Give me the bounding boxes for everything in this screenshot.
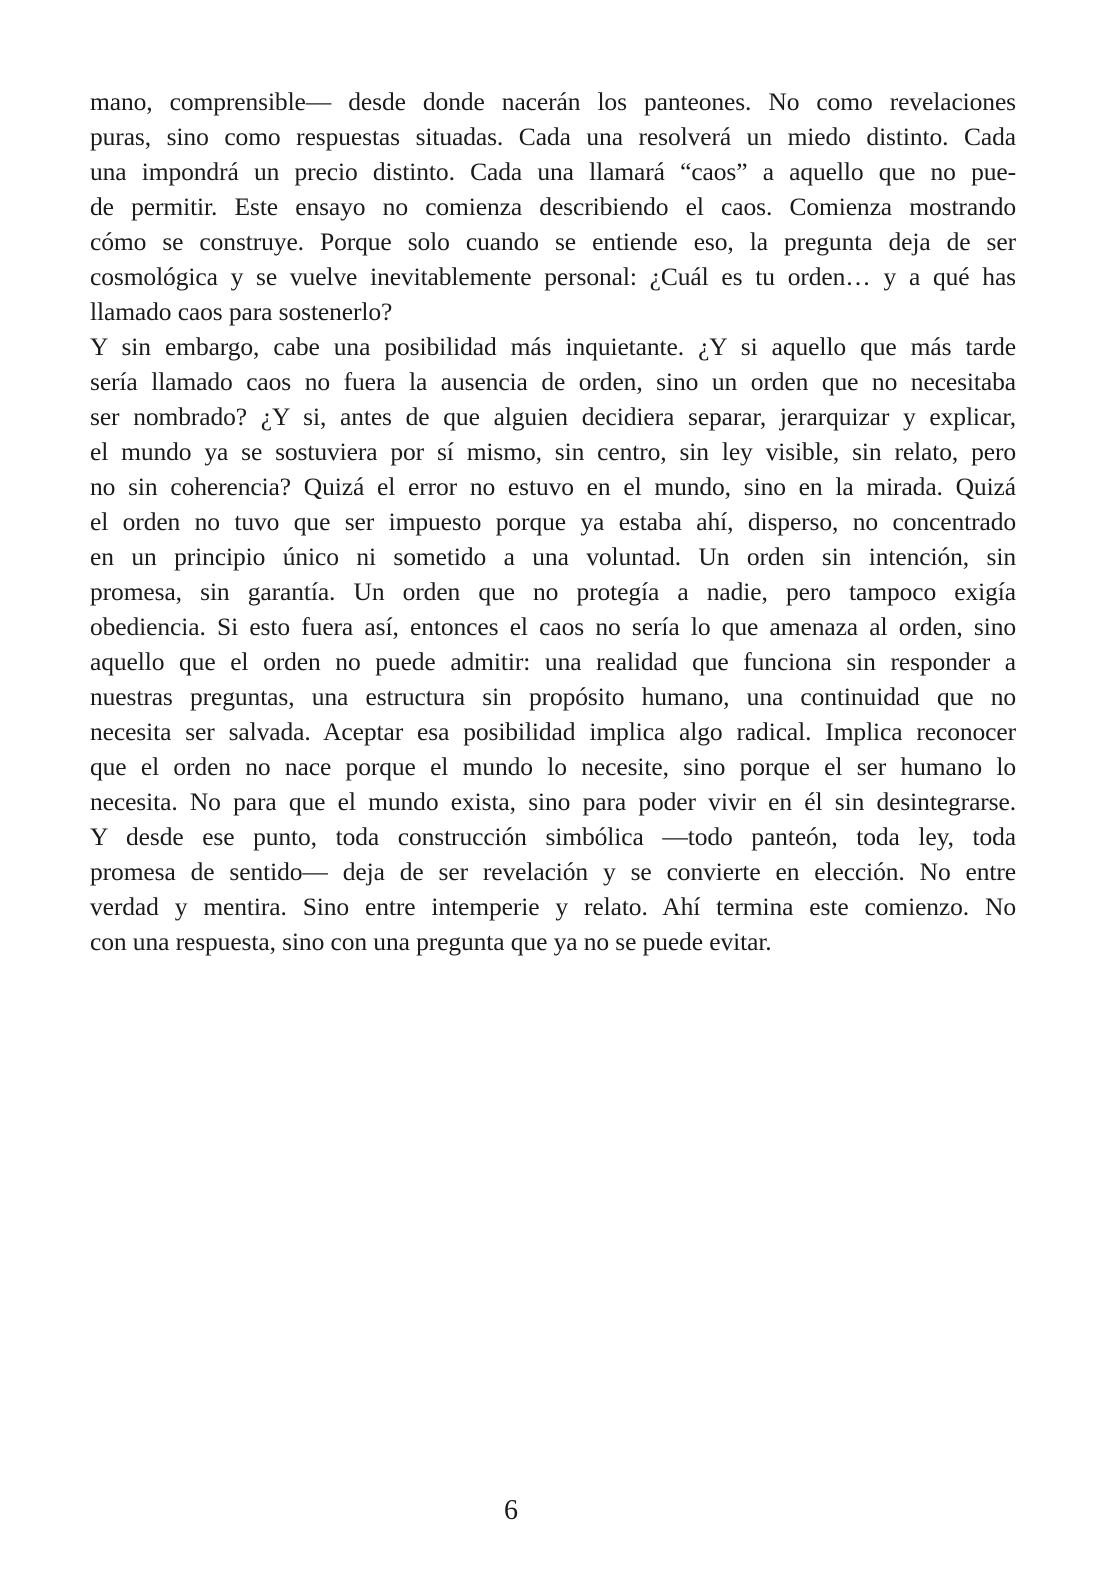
text-line: Y desde ese punto, toda construcción simbólica —todo panteón, toda ley, toda <box>90 822 1016 851</box>
text-line: con una respuesta, sino con una pregunta que ya no se puede evitar. <box>90 927 772 956</box>
text-line: promesa de sentido— deja de ser revelación y se convierte en elección. No entre <box>90 857 1016 886</box>
text-line: promesa, sin garantía. Un orden que no protegía a nadie, pero tampoco exigía <box>90 577 1016 606</box>
text-line: verdad y mentira. Sino entre intemperie y relato. Ahí termina este comienzo. No <box>90 892 1016 921</box>
text-line: sería llamado caos no fuera la ausencia de orden, sino un orden que no necesitaba <box>90 367 1016 396</box>
text-line: nuestras preguntas, una estructura sin propósito humano, una continuidad que no <box>90 682 1016 711</box>
text-line: no sin coherencia? Quizá el error no estuvo en el mundo, sino en la mirada. Quizá <box>90 472 1016 501</box>
text-line: necesita. No para que el mundo exista, sino para poder vivir en él sin desintegrarse. <box>90 787 1016 816</box>
page-number: 6 <box>504 1495 518 1526</box>
text-line: llamado caos para sostenerlo? <box>90 297 393 326</box>
text-line: en un principio único ni sometido a una voluntad. Un orden sin intención, sin <box>90 542 1016 571</box>
text-line: puras, sino como respuestas situadas. Cada una resolverá un miedo distinto. Cada <box>90 122 1016 151</box>
text-line: que el orden no nace porque el mundo lo necesite, sino porque el ser humano lo <box>90 752 1016 781</box>
body-text <box>90 84 1016 959</box>
text-line: cosmológica y se vuelve inevitablemente personal: ¿Cuál es tu orden… y a qué has <box>90 262 1016 291</box>
text-line: necesita ser salvada. Aceptar esa posibilidad implica algo radical. Implica reconocer <box>90 717 1016 746</box>
paragraph <box>90 329 1016 959</box>
text-line: de permitir. Este ensayo no comienza describiendo el caos. Comienza mostrando <box>90 192 1016 221</box>
text-line: el mundo ya se sostuviera por sí mismo, sin centro, sin ley visible, sin relato, pero <box>90 437 1016 466</box>
text-line: una impondrá un precio distinto. Cada una llamará “caos” a aquello que no pue- <box>90 157 1016 186</box>
text-line: mano, comprensible— desde donde nacerán los panteones. No como revelaciones <box>90 87 1016 116</box>
text-line: Y sin embargo, cabe una posibilidad más inquietante. ¿Y si aquello que más tarde <box>90 332 1016 361</box>
text-line: obediencia. Si esto fuera así, entonces el caos no sería lo que amenaza al orden, sino <box>90 612 1016 641</box>
text-line: el orden no tuvo que ser impuesto porque ya estaba ahí, disperso, no concentrado <box>90 507 1016 536</box>
text-line: cómo se construye. Porque solo cuando se entiende eso, la pregunta deja de ser <box>90 227 1016 256</box>
paragraph <box>90 84 1016 329</box>
text-line: aquello que el orden no puede admitir: una realidad que funciona sin responder a <box>90 647 1016 676</box>
text-line: ser nombrado? ¿Y si, antes de que alguien decidiera separar, jerarquizar y explicar, <box>90 402 1016 431</box>
